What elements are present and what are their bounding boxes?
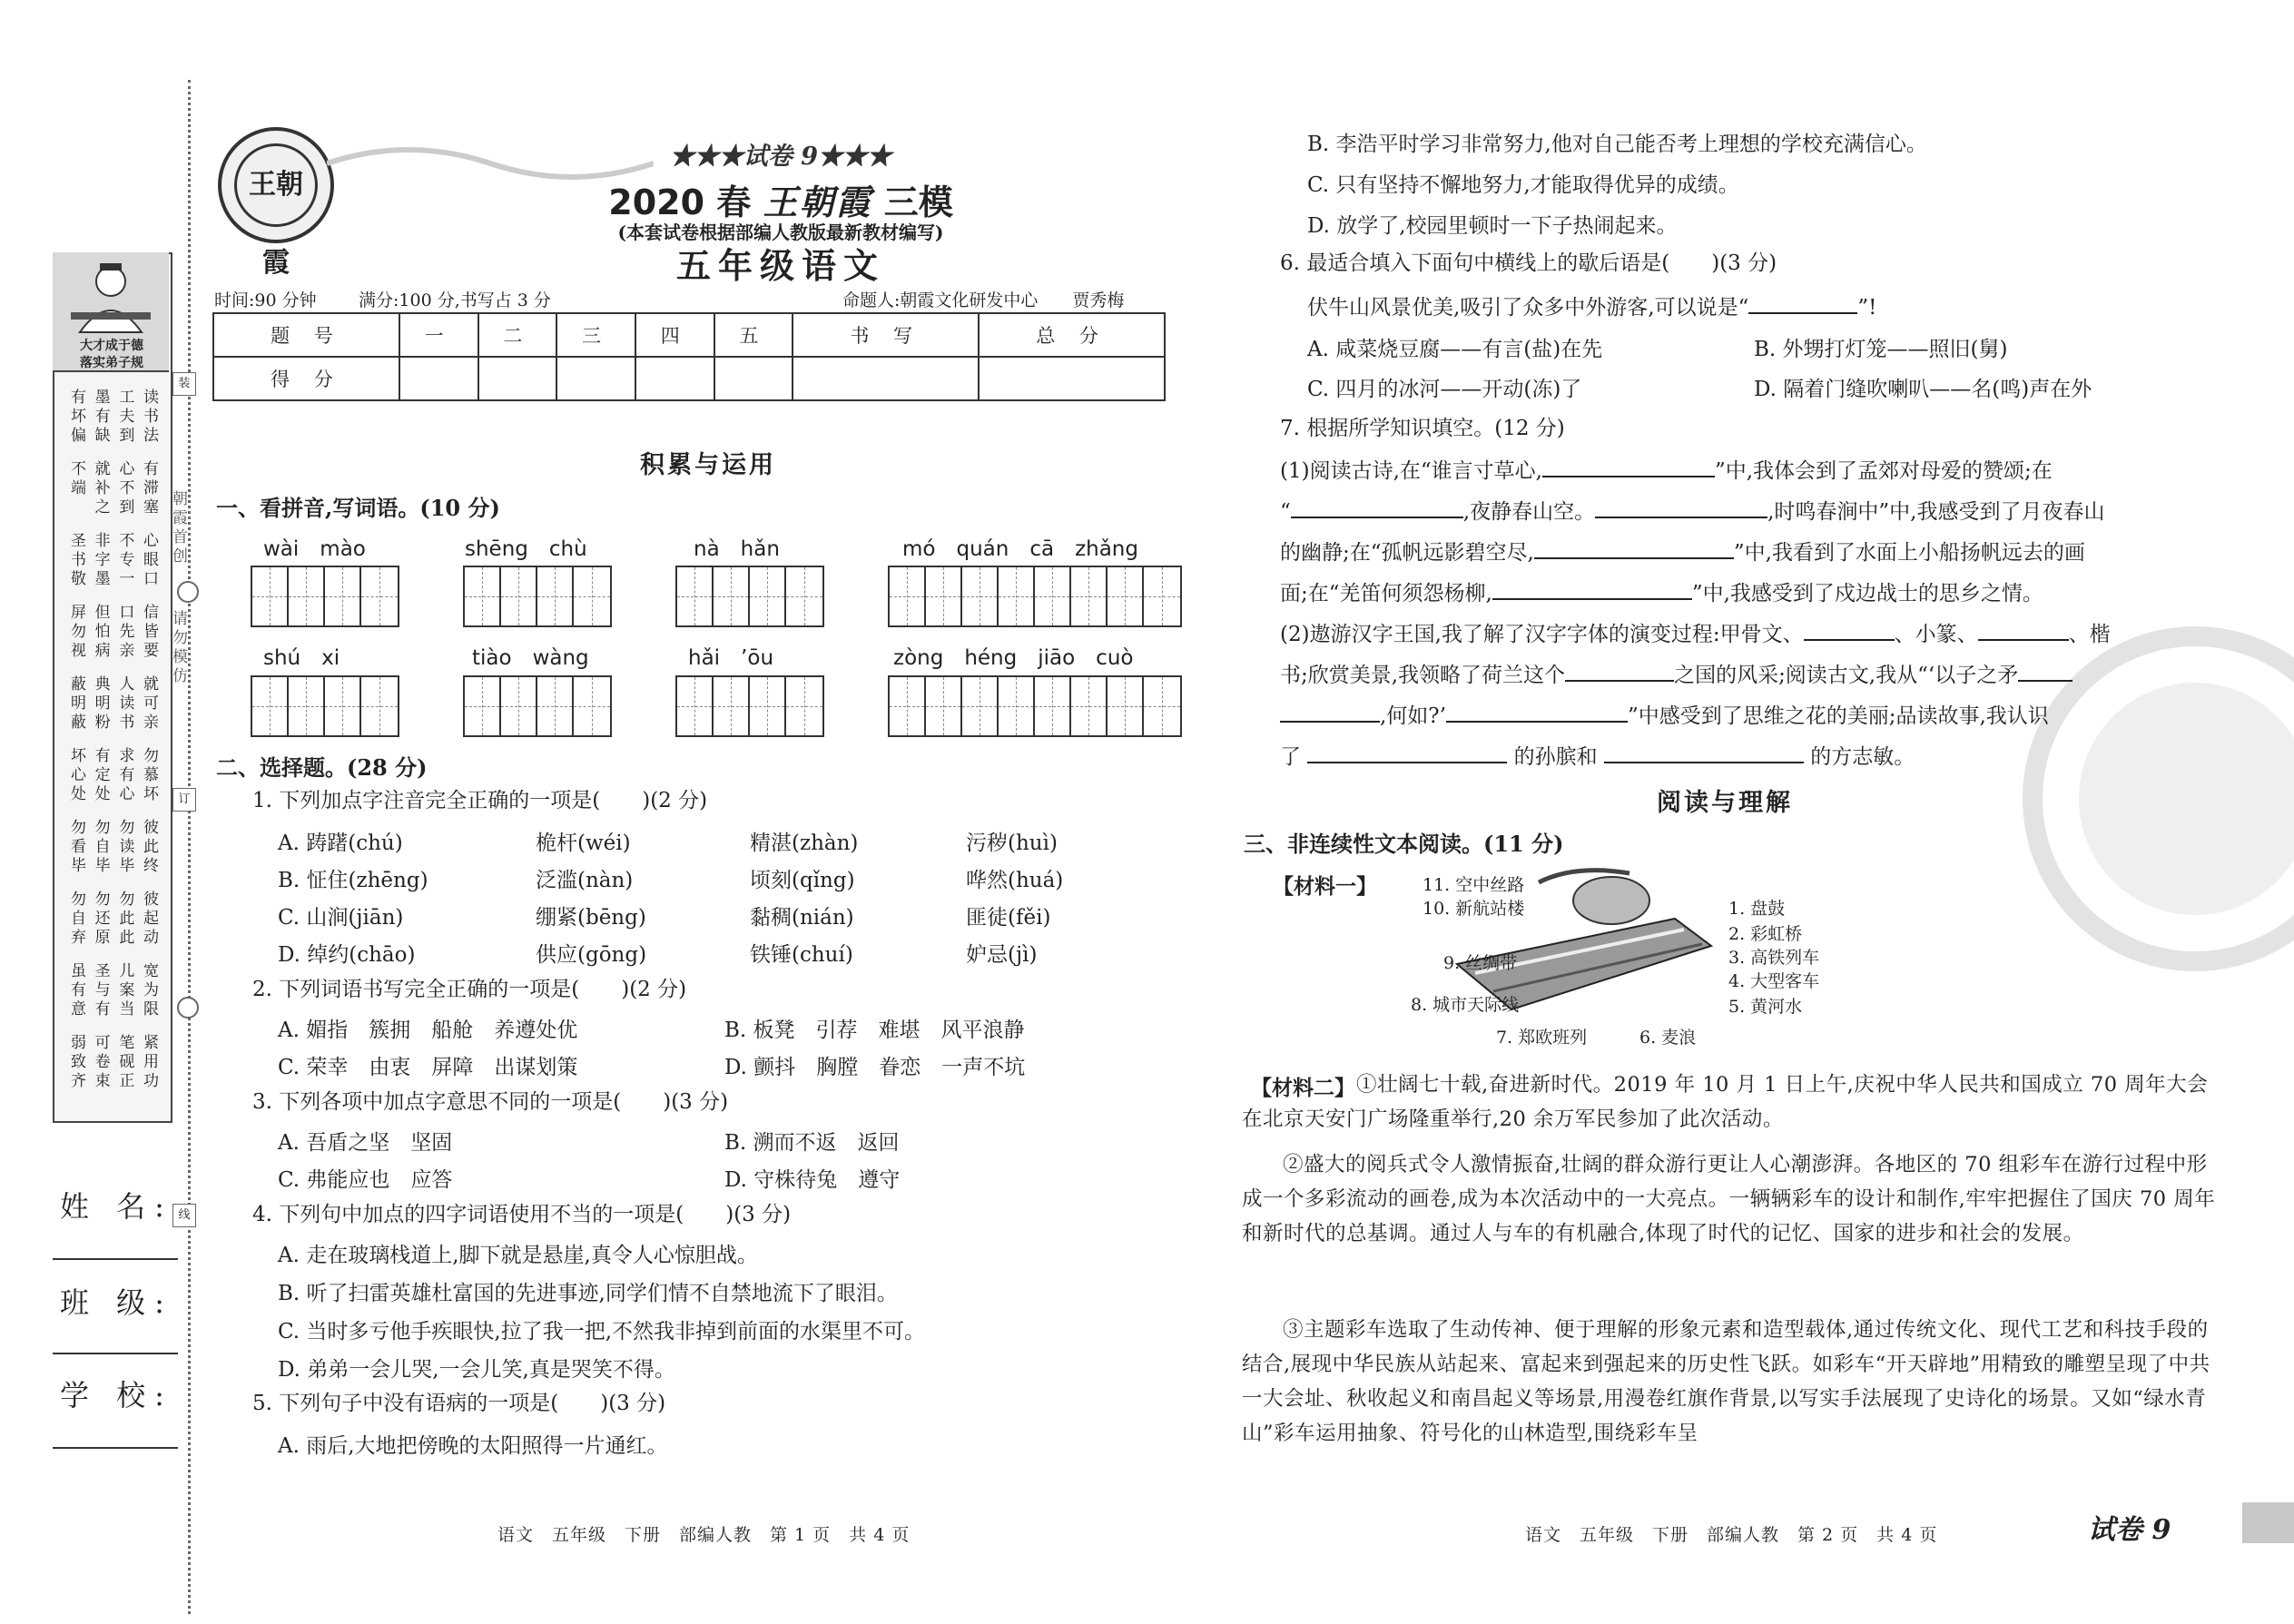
motto-column: 蔽明蔽 xyxy=(67,675,85,733)
score-table-cell: 五 xyxy=(714,313,793,357)
footer-corner-strip xyxy=(2242,1502,2294,1543)
sentence-part: ,夜静春山空。 xyxy=(1462,500,1596,524)
pinyin: shú xi xyxy=(263,646,340,670)
fill-line xyxy=(1280,454,2053,486)
question-text: 4. 下列句中加点的四字词语使用不当的一项是( )(3 分) xyxy=(252,1203,792,1226)
question-text: 5. 下列句子中没有语病的一项是( )(3 分) xyxy=(252,1392,666,1415)
option: 黏稠(nián) xyxy=(750,906,854,930)
writing-box-2[interactable] xyxy=(251,566,399,627)
class-label: 班 级: xyxy=(60,1285,173,1320)
scholar-icon xyxy=(53,252,169,334)
sentence-part: “ xyxy=(1280,500,1291,524)
motto-column: 虽有意 xyxy=(67,962,85,1019)
score-table-cell: 总 分 xyxy=(979,313,1165,357)
score-table-cell: 三 xyxy=(556,313,635,357)
sentence-part: 书;欣赏美景,我领略了荷兰这个 xyxy=(1280,664,1566,687)
question-text: 2. 下列词语书写完全正确的一项是( )(2 分) xyxy=(252,978,687,1001)
sentence-part: ,何如?’ xyxy=(1380,704,1446,728)
footer-paper-tag: 试卷 9 xyxy=(2088,1514,2171,1546)
diagram-label: 9. 丝绸带 xyxy=(1443,953,1518,973)
option[interactable]: D. 颤抖 胸膛 眷恋 一声不坑 xyxy=(724,1056,1026,1079)
option[interactable]: C. 弗能应也 应答 xyxy=(278,1168,453,1192)
option[interactable]: B. 听了扫雷英雄杜富国的先进事迹,同学们情不自禁地流下了眼泪。 xyxy=(278,1282,898,1305)
fill-line xyxy=(1280,576,2043,608)
diagram-label: 7. 郑欧班列 xyxy=(1496,1028,1588,1048)
option[interactable]: A. 咸菜烧豆腐——有言(盐)在先 xyxy=(1307,338,1603,361)
motto-column: 就可亲 xyxy=(139,675,158,733)
option: 妒忌(jì) xyxy=(966,943,1038,967)
sentence-part: ”中,我体会到了孟郊对母爱的赞颂;在 xyxy=(1714,459,2053,483)
option[interactable]: C. 山涧(jiān) xyxy=(278,906,404,930)
fill-blank[interactable] xyxy=(1291,495,1463,518)
sentence-part: 的幽静;在“孤帆远影碧空尽, xyxy=(1280,541,1534,565)
motto-column: 笔砚正 xyxy=(115,1034,134,1091)
brand-logo xyxy=(218,127,334,279)
motto-group xyxy=(65,389,160,446)
writing-box-2[interactable] xyxy=(251,675,399,737)
motto-column: 工夫到 xyxy=(115,389,134,446)
option[interactable]: C. 当时多亏他手疾眼快,拉了我一把,不然我非掉到前面的水渠里不可。 xyxy=(278,1320,926,1343)
motto-group xyxy=(65,819,160,876)
motto-column: 圣书敬 xyxy=(67,532,85,589)
sentence-part: (1)阅读古诗,在“谁言寸草心, xyxy=(1280,459,1542,483)
motto-column: 宽为限 xyxy=(139,962,158,1019)
question-1-heading: 一、看拼音,写词语。(10 分) xyxy=(216,495,500,521)
motto-column: 圣与有 xyxy=(91,962,110,1019)
option[interactable]: D. 隔着门缝吹喇叭——名(鸣)声在外 xyxy=(1754,378,2092,401)
motto-heading-line: 大才成于德 xyxy=(80,339,143,353)
question-text: 3. 下列各项中加点字意思不同的一项是( )(3 分) xyxy=(252,1090,729,1114)
motto-column: 勿读毕 xyxy=(115,819,134,876)
option[interactable]: D. 放学了,校园里顿时一下子热闹起来。 xyxy=(1307,214,1678,238)
option: 铁锤(chuí) xyxy=(750,943,853,967)
motto-column: 可卷束 xyxy=(91,1034,110,1091)
paper-tag: ★★★试卷 9★★★ xyxy=(669,143,892,171)
motto-group xyxy=(65,747,160,804)
writing-box-2[interactable] xyxy=(463,566,612,627)
score-input-cell[interactable] xyxy=(399,357,478,400)
fill-blank[interactable] xyxy=(1446,699,1628,723)
score-input-cell[interactable] xyxy=(556,357,635,400)
score-info: 满分:100 分,书写占 3 分 xyxy=(359,290,551,310)
score-table-cell: 得 分 xyxy=(213,357,399,400)
side-text-original: 朝霞首创 xyxy=(169,490,187,566)
footer-page-2: 语文 五年级 下册 部编人教 第 2 页 共 4 页 xyxy=(1525,1525,1938,1545)
pinyin: wài mào xyxy=(263,537,366,561)
option: 匪徒(fěi) xyxy=(966,906,1051,930)
fill-blank[interactable] xyxy=(1604,740,1804,763)
name-label: 姓 名: xyxy=(60,1189,173,1224)
author-info: 命题人:朝霞文化研发中心 贾秀梅 xyxy=(842,290,1125,310)
fill-blank[interactable] xyxy=(1565,658,1674,682)
fill-line xyxy=(1280,617,2111,649)
fill-line xyxy=(1280,658,2072,690)
option[interactable]: B. 溯而不返 返回 xyxy=(724,1131,900,1155)
motto-column: 勿自弃 xyxy=(67,891,85,948)
option[interactable]: B. 怔住(zhēng) xyxy=(278,869,428,892)
motto-column: 不专一 xyxy=(115,532,134,589)
motto-column: 彼起动 xyxy=(139,891,158,948)
motto-column: 勿还原 xyxy=(91,891,110,948)
sentence-part: ”中,我感受到了戍边战士的思乡之情。 xyxy=(1691,582,2043,605)
binding-tab: 装 xyxy=(172,372,196,396)
section-reading: 阅读与理解 xyxy=(1657,789,1793,817)
side-text-no-copy: 请勿模仿 xyxy=(169,610,187,686)
motto-heading-line: 落实弟子规 xyxy=(80,356,143,370)
motto-column: 心不到 xyxy=(115,460,134,517)
fill-blank[interactable] xyxy=(1492,576,1692,600)
pinyin: hǎi ’ōu xyxy=(688,646,774,670)
score-input-cell[interactable] xyxy=(478,357,557,400)
sentence-part: 面;在“羌笛何须怨杨柳, xyxy=(1280,582,1492,605)
score-input-cell[interactable] xyxy=(979,357,1165,400)
section-accumulation: 积累与运用 xyxy=(640,451,776,479)
subtitle: (本套试卷根据部编人教版最新教材编写) xyxy=(617,221,944,243)
logo-text: 王朝霞 xyxy=(234,143,318,227)
school-label: 学 校: xyxy=(60,1378,173,1412)
question-2-heading: 二、选择题。(28 分) xyxy=(216,754,428,781)
score-table-header-row xyxy=(213,313,1165,357)
option: 绷紧(bēng) xyxy=(536,906,646,930)
option[interactable]: B. 板凳 引荐 难堪 风平浪静 xyxy=(724,1019,1025,1042)
fill-blank[interactable] xyxy=(1534,536,1734,559)
score-input-cell[interactable] xyxy=(793,357,979,400)
option[interactable]: A. 媚指 簇拥 船舱 养遵处优 xyxy=(278,1019,578,1042)
option: 供应(gōng) xyxy=(536,943,647,967)
option: 精湛(zhàn) xyxy=(750,832,859,855)
material-1-label: 【材料一】 xyxy=(1273,874,1377,899)
sentence-part: 、楷 xyxy=(2068,623,2111,646)
writing-box-2[interactable] xyxy=(675,675,824,737)
motto-column: 勿看毕 xyxy=(67,819,85,876)
page-title xyxy=(563,174,999,224)
sentence-part: ”中感受到了思维之花的美丽;品读故事,我认识 xyxy=(1627,704,2049,728)
school-line[interactable] xyxy=(53,1447,178,1449)
diagram-label: 6. 麦浪 xyxy=(1639,1028,1697,1048)
score-input-cell[interactable] xyxy=(714,357,793,400)
material-2-paragraph-2: ②盛大的阅兵式令人激情振奋,壮阔的群众游行更让人心潮澎湃。各地区的 70 组彩车在游行过程中形成一个多彩流动的画卷,成为本次活动中的一大亮点。一辆辆彩车的设计和制作,牢牢把握住了国庆 70 周年和新时代的总基调。通过人与车的有机融合,体现了时代的记忆、国家的进步和社会的发展。 xyxy=(1242,1153,2216,1245)
writing-box-4[interactable] xyxy=(888,566,1182,627)
footer-page-1: 语文 五年级 下册 部编人教 第 1 页 共 4 页 xyxy=(497,1525,911,1545)
diagram-label: 11. 空中丝路 xyxy=(1423,875,1525,895)
score-table-cell: 四 xyxy=(635,313,714,357)
option[interactable]: D. 守株待兔 遵守 xyxy=(724,1168,901,1192)
name-line[interactable] xyxy=(53,1258,178,1260)
motto-column: 儿案当 xyxy=(115,962,134,1019)
question-sentence xyxy=(1307,290,1876,322)
question-text: 7. 根据所学知识填空。(12 分) xyxy=(1280,417,1565,440)
motto-group xyxy=(65,460,160,517)
title-brand: 王朝霞 xyxy=(763,182,872,222)
motto-column: 信皆要 xyxy=(139,604,158,661)
motto-column: 人读书 xyxy=(115,675,134,733)
diagram-label: 10. 新航站楼 xyxy=(1423,899,1525,919)
writing-box-4[interactable] xyxy=(888,675,1182,737)
fill-line xyxy=(1280,495,2104,527)
option[interactable]: B. 李浩平时学习非常努力,他对自己能否考上理想的学校充满信心。 xyxy=(1307,133,1927,156)
option[interactable]: C. 四月的冰河——开动(冻)了 xyxy=(1307,378,1582,401)
material-2-label: 【材料二】 xyxy=(1251,1076,1355,1100)
motto-column: 心眼口 xyxy=(139,532,158,589)
motto-column: 读书法 xyxy=(139,389,158,446)
grade-subject: 五年级语文 xyxy=(675,245,885,286)
material-2-paragraph-3: ③主题彩车选取了生动传神、便于理解的形象元素和造型载体,通过传统文化、现代工艺和科技手段的结合,展现中华民族从站起来、富起来到强起来的历史性飞跃。如彩车“开天辟地”用精致的雕塑呈现了中共一大会址、秋收起义和南昌起义等场景,用漫卷红旗作背景,以写实手法展现了史诗化的场景。又如“绿水青山”彩车运用抽象、符号化的山林造型,围绕彩车呈 xyxy=(1242,1318,2210,1445)
sentence-part: (2)遨游汉字王国,我了解了汉字字体的演变过程:甲骨文、 xyxy=(1280,623,1804,646)
score-table-cell: 题 号 xyxy=(213,313,399,357)
motto-columns xyxy=(65,389,160,1106)
fill-line xyxy=(1280,740,1915,772)
sentence-part: ”中,我看到了水面上小船扬帆远去的画 xyxy=(1733,541,2085,565)
motto-column: 典明粉 xyxy=(91,675,110,733)
writing-box-2[interactable] xyxy=(675,566,824,627)
fill-blank[interactable] xyxy=(1748,290,1857,314)
diagram-label: 3. 高铁列车 xyxy=(1728,948,1820,968)
motto-column: 口先亲 xyxy=(115,604,134,661)
binding-hole xyxy=(177,997,199,1019)
motto-column: 紧用功 xyxy=(139,1034,158,1091)
option: 哗然(huá) xyxy=(966,869,1064,892)
option[interactable]: B. 外甥打灯笼——照旧(舅) xyxy=(1754,338,2008,361)
motto-column: 屏勿视 xyxy=(67,604,85,661)
binding-tab: 线 xyxy=(172,1204,196,1227)
motto-column: 但怕病 xyxy=(91,604,110,661)
score-table-cell: 一 xyxy=(399,313,478,357)
fill-line xyxy=(1280,699,2049,731)
motto-group xyxy=(65,604,160,661)
fill-blank[interactable] xyxy=(2018,658,2072,682)
motto-group xyxy=(65,532,160,589)
question-3-heading: 三、非连续性文本阅读。(11 分) xyxy=(1244,831,1564,857)
material-2-paragraph-1: ①壮阔七十载,奋进新时代。2019 年 10 月 1 日上午,庆祝中华人民共和国成立 70 周年大会在北京天安门广场隆重举行,20 余万军民参加了此次活动。 xyxy=(1242,1073,2209,1131)
motto-column: 勿此此 xyxy=(115,891,134,948)
motto-column: 有定处 xyxy=(91,747,110,804)
binding-dotted-line xyxy=(188,80,191,1614)
option[interactable]: C. 只有坚持不懈地努力,才能取得优异的成绩。 xyxy=(1307,173,1739,197)
question-text: 6. 最适合填入下面句中横线上的歇后语是( )(3 分) xyxy=(1280,251,1777,275)
binding-hole xyxy=(177,581,199,603)
motto-group xyxy=(65,891,160,948)
option[interactable]: A. 走在玻璃栈道上,脚下就是悬崖,真令人心惊胆战。 xyxy=(278,1244,758,1267)
option[interactable]: A. 雨后,大地把傍晚的太阳照得一片通红。 xyxy=(278,1434,668,1458)
option[interactable]: C. 荣幸 由衷 屏障 出谋划策 xyxy=(278,1056,578,1079)
diagram-label: 5. 黄河水 xyxy=(1728,997,1803,1017)
motto-column: 墨有缺 xyxy=(91,389,110,446)
binding-tab: 订 xyxy=(172,788,196,812)
fill-line xyxy=(1280,536,2085,567)
fill-blank[interactable] xyxy=(1978,617,2069,641)
option[interactable]: A. 踌躇(chú) xyxy=(278,832,403,855)
sentence-part: ,时鸣春涧中”中,我感受到了月夜春山 xyxy=(1767,500,2105,524)
diagram-label: 4. 大型客车 xyxy=(1728,971,1820,991)
option: 桅杆(wéi) xyxy=(536,832,631,855)
sentence-part: 伏牛山风景优美,吸引了众多中外游客,可以说是“ xyxy=(1307,296,1749,320)
option: 泛滥(nàn) xyxy=(536,869,634,892)
motto-group xyxy=(65,1034,160,1091)
class-line[interactable] xyxy=(53,1353,178,1354)
motto-column: 求有心 xyxy=(115,747,134,804)
motto-column: 坏心处 xyxy=(67,747,85,804)
pinyin: mó quán cā zhǎng xyxy=(902,537,1138,561)
score-table xyxy=(212,312,1166,401)
option[interactable]: D. 弟弟一会儿哭,一会儿笑,真是哭笑不得。 xyxy=(278,1358,675,1382)
fill-blank[interactable] xyxy=(1804,617,1895,641)
score-input-cell[interactable] xyxy=(635,357,714,400)
motto-heading xyxy=(58,338,165,372)
score-table-cell: 书 写 xyxy=(793,313,979,357)
diagram-label: 2. 彩虹桥 xyxy=(1728,924,1803,944)
option: 顷刻(qǐng) xyxy=(750,869,855,892)
fill-blank[interactable] xyxy=(1595,495,1767,518)
sentence-part: 的孙膑和 xyxy=(1513,745,1598,769)
sentence-part: ”! xyxy=(1857,296,1877,320)
sentence-part: 之国的风采;阅读古文,我从“‘以子之矛 xyxy=(1674,664,2019,687)
motto-column: 有坏偏 xyxy=(67,389,85,446)
pinyin: nà hǎn xyxy=(694,537,780,561)
sentence-part: 、小篆、 xyxy=(1894,623,1978,646)
motto-group xyxy=(65,962,160,1019)
motto-column: 勿自毕 xyxy=(91,819,110,876)
fill-blank[interactable] xyxy=(1542,454,1715,477)
score-table-cell: 二 xyxy=(478,313,557,357)
score-table-score-row xyxy=(213,357,1165,400)
motto-column: 非字墨 xyxy=(91,532,110,589)
option[interactable]: D. 绰约(chāo) xyxy=(278,943,416,967)
time-info: 时间:90 分钟 xyxy=(214,290,317,310)
option: 污秽(huì) xyxy=(966,832,1058,855)
motto-column: 不端 xyxy=(67,460,85,498)
fill-blank[interactable] xyxy=(1280,699,1380,723)
pinyin: tiào wàng xyxy=(472,646,589,670)
sentence-part: 了 xyxy=(1280,745,1301,769)
diagram-label: 1. 盘鼓 xyxy=(1728,899,1786,919)
motto-column: 弱致齐 xyxy=(67,1034,85,1091)
motto-column: 勿慕坏 xyxy=(139,747,158,804)
diagram-label: 8. 城市天际线 xyxy=(1411,995,1520,1015)
fill-blank[interactable] xyxy=(1307,740,1507,763)
pinyin: shēng chù xyxy=(465,537,587,561)
motto-column: 有滞塞 xyxy=(139,460,158,517)
motto-column: 彼此终 xyxy=(139,819,158,876)
sentence-part: 的方志敏。 xyxy=(1810,745,1915,769)
option[interactable]: A. 吾盾之坚 坚固 xyxy=(278,1131,453,1155)
title-suffix: 三模 xyxy=(883,182,953,222)
motto-column: 就补之 xyxy=(91,460,110,517)
motto-group xyxy=(65,675,160,733)
question-text: 1. 下列加点字注音完全正确的一项是( )(2 分) xyxy=(252,789,708,812)
title-year: 2020 春 xyxy=(608,182,752,222)
pinyin: zòng héng jiāo cuò xyxy=(893,646,1134,670)
writing-box-2[interactable] xyxy=(463,675,612,737)
